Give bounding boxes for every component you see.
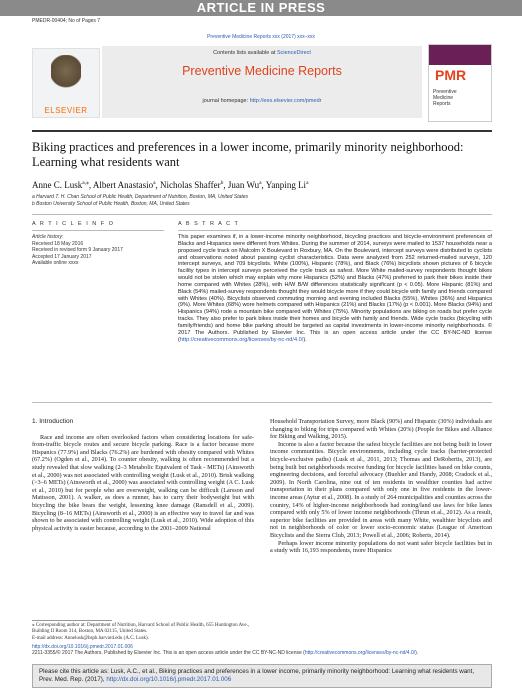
abstract-close: ). [303,336,307,343]
homepage-link[interactable]: http://ees.elsevier.com/pmedr [249,98,322,104]
affiliation-a: a Harvard T. H. Chan School of Public Health, Department of Nutrition, Boston, MA, United States [32,194,249,200]
journal-header [32,42,492,126]
body-paragraph: Income is also a factor because the safest bicycle facilities are not being built in lower income communities. Bicycle environments, including cycle tracks (barrier-protected bicycle-exclusive paths) (Lusk et al., 2011, 2013; Thomas and DeRobertis, 2013), are being built but neighborhoods receive funding for bicycle facilities based on bike counts, engineering decisions, and forceful advocacy (Buehler and Handy, 2008; Cradock et al., 2009). In North Carolina, nine out of ten residents in wealthier counties had active transportation in their plans compared with only one in five residents in the lower-income areas (Aytur et al., 2008). In a study of 264 municipalities and counties across the country, 14% of higher-income neighborhoods had zoning/land use laws for bike lanes compared with only 5% of lower income neighborhoods (Thrun et al., 2012). As a result, superior bike facilities are provided in areas with many White, wealthier bicyclists and not in neighborhoods of color or lower socio-economic status (League of American Bicyclists and the Sierra Club, 2013; Powell et al., 2006; Roberts, 2014). [270,440,492,539]
footnote-email[interactable]: E-mail address: Annelusk@hsph.harvard.edu (A.C. Lusk). [32,635,149,641]
cover-band [429,45,491,65]
abstract-rule [178,230,492,231]
abstract-copyright: © 2017 The Authors. Published by Elsevier Inc. This is an open access article under the CC BY-NC-ND license ( [178,322,493,343]
contents-prefix: Contents lists available at [213,50,276,56]
abstract-text: This paper examines if, in a lower-income minority neighborhood, bicycling practices and bicycle-environment preferences of Blacks and Hispanics were different from Whites. During the summer of 2014, surveys were mailed to 1537 households near a proposed cycle track on Malcolm X Boulevard in Roxbury, MA. On the Boulevard, intercept surveys were distributed to cyclists and observations noted about passing cyclist characteristics. Data were analyzed from 252 returned-mailed surveys, 120 intercept surveys, and 709 bicyclists. White (100%), Hispanic (78%), and Black (76%) bicyclists shown pictures of 6 bicycle facility types in intercept surveys perceived the cycle track as safest. More White mailed-survey respondents thought bikes would not be stolen which may explain why more Hispanics (52%) and Blacks (47%) preferred to park their bikes inside their home compared with Whites (28%), with H/W B/W differences statistically significant (p < 0.05). More Hispanic (81%) and Black (54%) mailed-survey respondents thought they would bicycle more if they could bicycle with family and friends compared with Whites (40%). Bicyclists observed commuting morning and evening included Blacks (55%), Whites (36%) and Hispanics (9%). More Whites (68%) wore helmets compared with Hispanics (21%) and Blacks (17%) (p < 0.001). More Blacks (94%) and Hispanics (94%) rode a mountain bike compared with Whites (75%). Minority populations are biking on roads but prefer cycle tracks. They also prefer to park bikes inside their homes and bicycle with family and friends. Wide cycle tracks (bicycling with family/friends) and home bike parking should be targeted as capital investments in lower-income minority neighborhoods. [178,234,492,329]
article-info-heading: A R T I C L E I N F O [32,221,115,227]
history-revised: Received in revised form 9 January 2017 [32,247,123,253]
article-history [32,234,164,267]
journal-reference-link[interactable]: Preventive Medicine Reports xxx (2017) xxx–xxx [207,34,315,40]
history-accepted: Accepted 17 January 2017 [32,253,92,260]
publisher-name: ELSEVIER [44,106,88,115]
citation-box [32,664,492,688]
author-name[interactable]: Juan Wu [227,180,260,190]
citation-doi-link[interactable]: http://dx.doi.org/10.1016/j.pmedr.2017.01.006 [106,676,232,683]
doi-link[interactable]: http://dx.doi.org/10.1016/j.pmedr.2017.01.006 [32,644,133,650]
article-info-rule [32,230,164,231]
introduction-heading: 1. Introduction [32,418,74,425]
footnote-rule [32,620,112,621]
body-paragraph: Perhaps lower income minority populations do not want safer bicycle facilities but in a study with 16,193 respondents, more Hispanics [270,539,492,555]
abstract-body [178,234,492,344]
footnote-address: ⁎ Corresponding author at: Department of Nutrition, Harvard School of Public Health, 655 Huntington Ave., Building II Room 314, Boston, MA 02115, United States. [32,623,250,635]
abstract-heading: A B S T R A C T [178,221,240,227]
journal-cover-thumbnail [428,44,492,122]
title-divider [32,214,492,215]
article-title: Biking practices and preferences in a lower income, primarily minority neighborhood: Learning what residents want [32,140,464,169]
license-link[interactable]: http://creativecommons.org/licenses/by-nc-nd/4.0/ [179,336,304,343]
author-name[interactable]: Anne C. Lusk [32,180,83,190]
affiliations [32,194,492,208]
author-name[interactable]: Yanping Li [265,180,307,190]
corresponding-author-footnote [32,623,254,642]
cover-line-1: Preventive [433,89,457,95]
abstract-bottom-rule [32,402,492,403]
author-affil-marker: a [306,180,309,186]
history-received: Received 18 May 2016 [32,240,84,247]
journal-masthead [102,46,422,118]
contents-line [102,50,422,56]
citation-text: Please cite this article as: Lusk, A.C., et al., Biking practices and preferences in a lower income, primarily minority neighborhood: Learning what residents want, Prev. Med. Rep. (2017), [39,668,475,683]
cover-line-3: Reports [433,101,451,107]
elsevier-logo [32,48,100,118]
affiliation-b: b Boston University School of Public Health, Boston, MA, United States [32,201,190,207]
homepage-line [102,98,422,104]
history-label: Article history: [32,234,64,240]
journal-title: Preventive Medicine Reports [182,64,342,78]
sciencedirect-link[interactable]: ScienceDirect [276,50,311,56]
license-link[interactable]: http://creativecommons.org/licenses/by-nc-nd/4.0/ [304,650,416,657]
article-in-press-banner: ARTICLE IN PRESS [0,0,522,16]
homepage-prefix: journal homepage: [202,98,249,104]
author-affil-marker: a [153,180,156,186]
author-name[interactable]: Albert Anastasio [92,180,154,190]
author-name[interactable]: Nicholas Shaffer [160,180,221,190]
history-online: Available online xxxx [32,260,79,266]
license-text: 2211-3355/© 2017 The Authors. Published by Elsevier Inc. This is an open access article under the CC BY-NC-ND license ( [32,650,305,657]
body-column-left [32,418,254,532]
cover-line-2: Medicine [433,95,454,101]
cover-mark: PMR [435,67,467,83]
cover-title [433,89,487,107]
license-close: ). [415,650,419,657]
author-affil-marker: b [220,180,224,186]
author-affil-marker: a,⁎ [82,180,89,186]
body-column-right [270,418,492,555]
doi-license-line [32,644,492,657]
header-divider [32,130,492,132]
elsevier-tree-icon [51,55,81,95]
intro-paragraph: Race and income are often overlooked factors when considering locations for safe-from-traffic bicycle routes and secure bicycle parking. Race is a factor because more Hispanics (77.9%) and Blacks (76.2%) are burdened with obesity compared with Whites (67.2%) (Ogden et al., 2014). To counter obesity, walking is often recommended but a study revealed that slow walking (2–3 Metabolic Equivalent of Task - METs) (Ainsworth et al., 2000) was not associated with controlling weight (Lusk et al., 2010). Brisk walking (>3–6 METs) (Ainsworth et al., 2000) was associated with controlling weight (A C. Lusk et al., 2010) but for people who are overweight, walking can be difficult (Larsson and Mattsson, 2001). A walker, as does a runner, has to carry their bodyweight but with bicycling the bike bears the weight, lessening knee damage (Ransdell et al., 2009). Bicycling (8–16 METs) (Ainsworth et al., 2000) is an effective way to travel far and was shown to be associated with controlling weight (Lusk et al., 2010). Wide adoption of this physical activity is easier because, according to the 2001–2009 National [32,433,254,532]
body-paragraph: Household Transportation Survey, more Black (90%) and Hispanic (30%) individuals are changing to biking for trips compared with Whites (20%) (People for Bikes and Alliance for Biking and Walking, 2015). [270,418,492,441]
author-list: Anne C. Lusk$^{a,⁎}$, Albert Anastasio$^a$, Nicholas Shaffer$^b$, Juan Wu$^a$, Yanping Li$^a$ [32,180,309,190]
preprint-meta: PMEDR-00404; No of Pages 7 [32,18,101,24]
author-affil-marker: a [259,180,262,186]
